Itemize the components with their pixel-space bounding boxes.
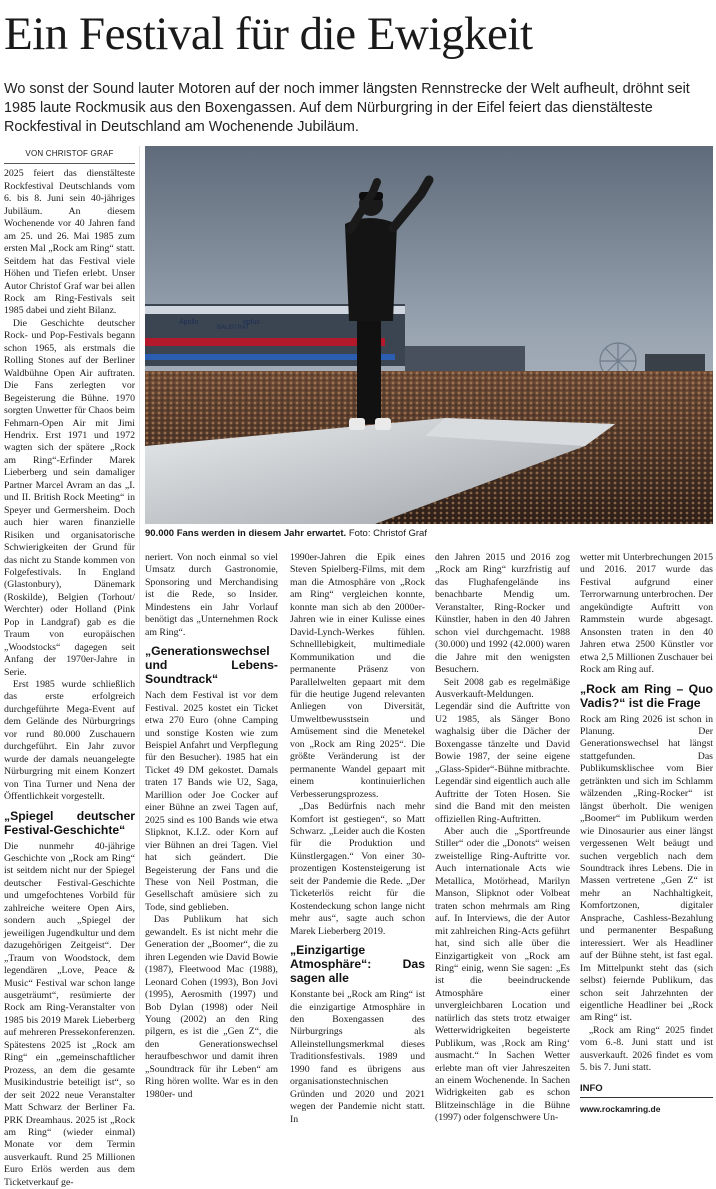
concert-photo [145, 146, 713, 524]
paragraph: „Das Bedürfnis nach mehr Komfort ist gestiegen“, so Matt Schwarz. „Leider auch die Kosten für die Produktion und Künstlergagen.“ Von einer 30-prozentigen Kostensteigerung ist seit der Pandemie die Rede. „Der Ticketerlös reicht für die Kostendeckung schon lange nicht mehr aus“, sagte auch schon Marek Lieberberg 2019. [290, 801, 425, 937]
paragraph: Die nunmehr 40-jährige Geschichte von „Rock am Ring“ ist seitdem nicht nur der Spiegel deutscher Festival-Geschichte und umgefochtenes Vorbild für zahlreiche weitere Open Airs, sondern auch „Spiegel der jeweiligen Jugendkultur und dem dazugehörigen Zeitgeist“. Der „Traum von Woodstock, dem legendären „Love, Peace & Music“ Festival war schon lange ausgeträumt“, resümierte der Rock am Ring-Veranstalter von 1985 bis 2019 Marek Lieberberg auf mehreren Pressekonferenzen. Spätestens 2025 ist „Rock am Ring“ ein „gemeinschaftlicher Prozess, an dem die gesamte Musikindustrie beteiligt ist“, so der seit 2022 neue Veranstalter Matt Schwarz der Berliner Fa. PRK Dreamhaus. 2025 ist „Rock am Ring“ (wieder einmal) Monate vor dem Termin ausverkauft. Rund 25 Millionen Euro Erlös werden aus dem Ticketverkauf ge- [4, 840, 135, 1188]
info-label: INFO [580, 1083, 713, 1098]
paragraph: Rock am Ring 2026 ist schon in Planung. Der Generationswechsel hat längst stattgefunden. Das Publikumsklischee vom Bier getränkten und sich im Schlamm wälzenden „Ring-Rocker“ ist längst überholt. Die wenigen „Boomer“ im Publikum werden wie Dinosaurier aus einer längst vergessenen Welt beäugt und suchen vergeblich nach dem Soundtrack ihres Lebens. Die in Massen vertretene „Gen Z“ ist mehr an Nachhaltigkeit, Komfortzonen, digitaler Ansprache, Cashless-Bezahlung und permanenter Bespaßung interessiert. Wer als Headliner auf der Bühne steht, ist fast egal. Im Mittelpunkt steht das (sich selbst) feiernde Publikum, das schon seit Jahrzehnten der eigentliche Headliner bei „Rock am Ring“ ist. [580, 713, 713, 1024]
banner-text: eplus [243, 319, 260, 326]
photo-caption [145, 528, 713, 540]
paragraph: Seit 2008 gab es regelmäßige Ausverkauft-Meldungen. Legendär sind die Auftritte von U2 1985, als Sänger Bono waghalsig über die Dächer der Boxengasse tänzelte und David Bowie 1987, der seine eigene „Glass-Spider“-Bühne mitbrachte. Legendär sind eigentlich auch alle Auftritte der Toten Hosen. Sie sind die Band mit den meisten offiziellen Ring-Auftritten. [435, 676, 570, 825]
column-4 [435, 552, 570, 1124]
subheading: „Einzigartige Atmosphäre“: Das sagen alle [290, 943, 425, 986]
paragraph: „Rock am Ring“ 2025 findet vom 6.-8. Juni statt und ist ausverkauft. 2026 findet es vom 5. bis 7. Juni statt. [580, 1024, 713, 1074]
paragraph: Konstante bei „Rock am Ring“ ist die einzigartige Atmosphäre in den Boxengassen des Nürburgrings als Alleinstellungsmerkmal dieses Traditionsfestivals. 1989 und 1990 fand es übrigens aus organisationstechnischen Gründen und 2020 und 2021 wegen der Pandemie nicht statt. In [290, 989, 425, 1125]
subheading: „Rock am Ring – Quo Vadis?“ ist die Frage [580, 681, 713, 710]
caption-text: 90.000 Fans werden in diesem Jahr erwartet. [145, 528, 347, 539]
subheading: „Spiegel deutscher Festival-Geschichte“ [4, 808, 135, 837]
paragraph: den Jahren 2015 und 2016 zog „Rock am Ring“ kurzfristig auf das Flughafengelände ins benachbarte Mendig um. Veranstalter, Ring-Rocker und Künstler, haben in den 40 Jahren schon viel durchgemacht. 1988 (30.000) und 1992 (42.000) waren die Jahre mit den wenigsten Besuchern. [435, 552, 570, 676]
column-3 [290, 552, 425, 1125]
paragraph: Das Publikum hat sich gewandelt. Es ist nicht mehr die Generation der „Boomer“, die zu ihren Legenden wie David Bowie (1987), Fleetwood Mac (1988), Leonard Cohen (1993), Bon Jovi (1995), Aerosmith (1997) und Bob Dylan (1998) oder Neil Young (2002) an den Ring pilgern, es ist die „Gen Z“, die den Generationswechsel heraufbeschwor und damit ihren „Soundtrack für ihr Leben“ am Ring hören wollte. War es in den 1980er- und [145, 914, 278, 1100]
paragraph: 2025 feiert das dienstälteste Rockfestival Deutschlands vom 6. bis 8. Juni sein 40-jähriges Jubiläum. An diesem Wochenende vor 40 Jahren fand am 25. und 26. Mai 1985 zum ersten Mal „Rock am Ring“ statt. Seitdem hat das Festival viele Höhen und Tiefen erlebt. Unser Autor Christof Graf war bei allen Rock am Ring-Festivals seit 1985 dabei und zieht Bilanz. [4, 168, 135, 317]
headline: Ein Festival für die Ewigkeit [4, 8, 533, 60]
paragraph: Die Geschichte deutscher Rock- und Pop-Festivals begann schon 1965, als erstmals die Rolling Stones auf der Berliner Waldbühne Open Air auftraten. Die Fans zerlegten vor Begeisterung die Bühne. 1970 sorgten Unwetter für Chaos beim Fehmarn-Open Air mit Jimi Hendrix. Erst 1971 und 1972 wagten sich der spätere „Rock am Ring“-Erfinder Marek Lieberberg und sein damaliger Partner Marcel Avram an das „I. und II. British Rock Meeting“ in Speyer und Germersheim. Doch auch hier waren finanzielle Risiken und organisatorische Schwierigkeiten der Grund für das nicht zu Stande kommen von Folgefestivals. In England (Glastonbury), Dänemark (Roskilde), Belgien (Torhout/ Werchter) oder Holland (Pink Pop in Landgraf) gab es die Traum von europäischen „Woodstocks“ dagegen seit Anfang der 1970er-Jahre in Serie. [4, 317, 135, 678]
paragraph: neriert. Von noch einmal so viel Umsatz durch Gastronomie, Sponsoring und Merchandising ist die Rede, so Insider. Mindestens ein Jahr Vorlauf benötigt das „Unternehmen Rock am Ring“. [145, 552, 278, 638]
subheading: „Generationswechsel und Lebens-Soundtrack“ [145, 644, 278, 687]
column-5 [580, 552, 713, 1115]
lead-paragraph: Wo sonst der Sound lauter Motoren auf der noch immer längsten Rennstrecke der Welt aufheult, dröhnt seit 1985 laute Rockmusik aus den Boxengassen. Auf dem Nürburgring in der Eifel feiert das dienstälteste Rockfestival in Deutschland am Wochenende Jubiläum. [4, 81, 690, 135]
column-divider [139, 146, 140, 1014]
banner-text: BALISTRAT [217, 325, 250, 331]
paragraph: Erst 1985 wurde schließlich das erste erfolgreich durchgeführte Mega-Event auf dem Gelände des Nürburgrings vor rund 80.000 Zuschauern durchgeführt. Ein Jahr zuvor wurde der damals neuangelegte Nürburgring mit einem Konzert von Tina Turner und Nena der Öffentlichkeit vorgestellt. [4, 679, 135, 803]
photo-credit: Foto: Christof Graf [348, 528, 427, 539]
concert-photo-graphic [145, 146, 713, 524]
byline: VON CHRISTOF GRAF [4, 146, 135, 164]
column-2 [145, 552, 278, 1100]
paragraph: wetter mit Unterbrechungen 2015 und 2016. 2017 wurde das Festival aufgrund einer Terrorwarnung unterbrochen. Der angekündigte Auftritt von Rammstein wurde abgesagt. Ansonsten traten in den 40 Jahren etwa 2500 Künstler vor etwa 2,5 Millionen Zuschauer bei Rock am Ring auf. [580, 552, 713, 676]
paragraph: Nach dem Festival ist vor dem Festival. 2025 kostet ein Ticket etwa 270 Euro (ohne Camping und sonstige Kosten wie zum Beispiel Anfahrt und Verpflegung für den Besucher). 1985 hat ein Ticket 49 DM gekostet. Damals traten 17 Bands wie U2, Saga, Marillion oder Joe Cocker auf einer Bühne an zwei Tagen auf, 2025 sind es 100 Bands wie etwa Slipknot, K.I.Z. oder Korn auf vier Bühnen an drei Tagen. Viel hat sich geändert. Die Begeisterung der Fans und die These von Neil Postman, die Gesellschaft amüsiere sich zu Tode, sind geblieben. [145, 690, 278, 913]
paragraph: Aber auch die „Sportfreunde Stiller“ oder die „Donots“ weisen zweistellige Ring-Auftritte vor. Auch internationale Acts wie Metallica, Motörhead, Marilyn Manson, Slipknot oder Volbeat traten schon mehrmals am Ring auf. In Interviews, die der Autor mit zahlreichen Ring-Acts geführt hat, sind sich alle über die Einzigartigkeit von „Rock am Ring“ einig, wenn Sie sagen: „Es ist die beeindruckende Atmosphäre einer unvergleichbaren Location und natürlich das stets trotz etwaiger Wetterwidrigkeiten begeisterte Publikum, was ‚Rock am Ring‘ ausmacht.“ In Sachen Wetter erlebte man oft vier Jahreszeiten an einem Wochenende. In Sachen Widrigkeiten gab es schon Blitzeinschläge in die Bühne (1997) oder folgenschwere Un- [435, 825, 570, 1124]
column-1 [4, 146, 135, 1188]
info-url[interactable]: www.rockamring.de [580, 1104, 661, 1115]
banner-text: Apollo [179, 319, 199, 326]
paragraph: 1990er-Jahren die Epik eines Steven Spielberg-Films, mit dem man die Atmosphäre von „Rock am Ring“ vergleichen konnte, konnte man sich ab den 2000er-Jahren wie in einer Kulisse eines David-Lynch-Werkes fühlen. Schnelllebigkeit, multimediale Kommunikation und die permanente Präsenz von Parallelwelten gepaart mit dem für die heutige Jugend relevanten Anliegen von Diversität, Umweltbewusstsein und Amüsement sind die Menetekel von „Rock am Ring 2025“. Die größte Veränderung ist der permanente Wandel gepaart mit einem kontinuierlichen Verbesserungsprozess. [290, 552, 425, 800]
